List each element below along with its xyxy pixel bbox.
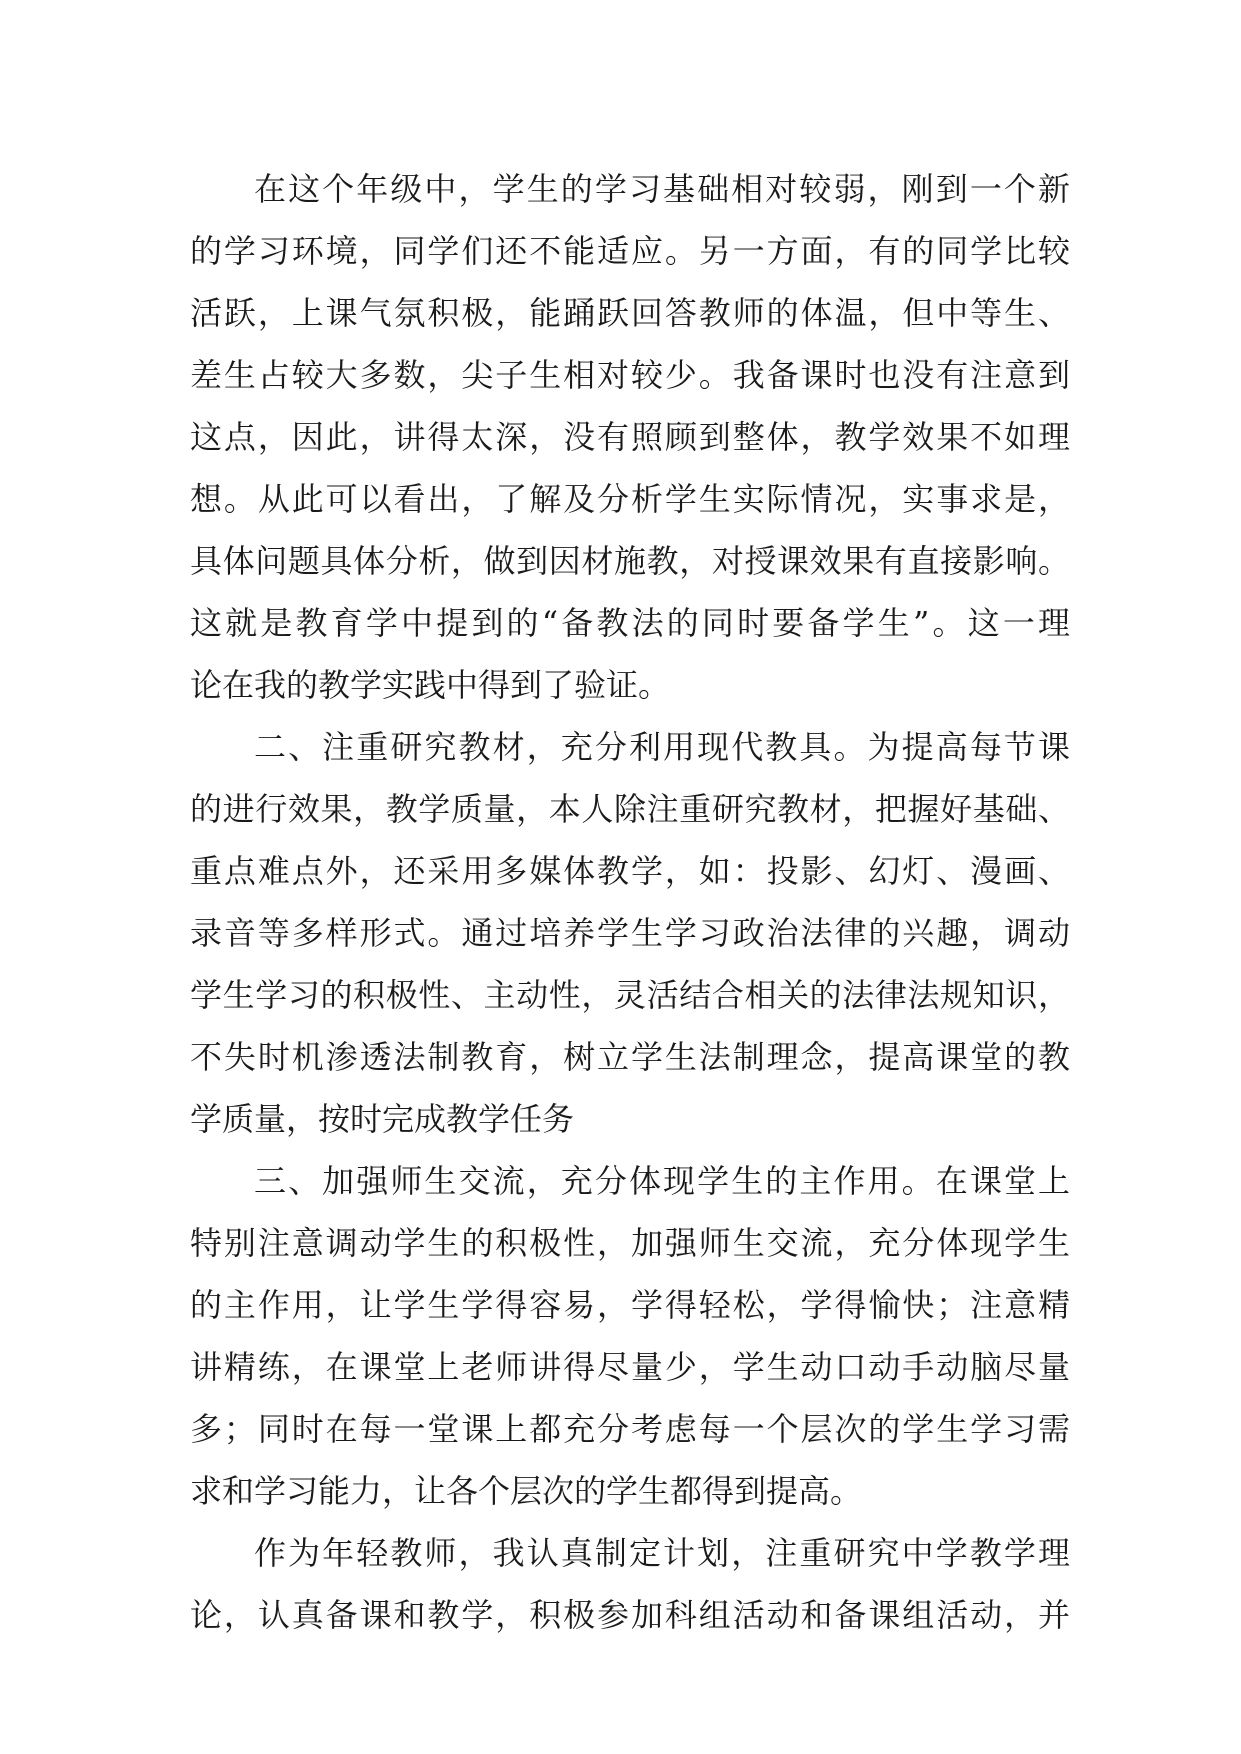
text-line: 具体问题具体分析，做到因材施教，对授课效果有直接影响。 xyxy=(190,542,1070,580)
text-line: 多；同时在每一堂课上都充分考虑每一个层次的学生学习需 xyxy=(190,1410,1070,1448)
text-line: 的学习环境，同学们还不能适应。另一方面，有的同学比较 xyxy=(190,232,1070,270)
text-line: 特别注意调动学生的积极性，加强师生交流，充分体现学生 xyxy=(190,1224,1070,1262)
text-line: 学生学习的积极性、主动性，灵活结合相关的法律法规知识， xyxy=(190,976,1070,1014)
paragraph-teacher-student-exchange xyxy=(190,1150,1070,1522)
text-line: 的进行效果，教学质量，本人除注重研究教材，把握好基础、 xyxy=(190,790,1070,828)
paragraph-student-analysis xyxy=(190,158,1070,716)
text-line: 讲精练，在课堂上老师讲得尽量少，学生动口动手动脑尽量 xyxy=(190,1348,1070,1386)
text-line: 二、注重研究教材，充分利用现代教具。为提高每节课 xyxy=(254,728,1070,766)
text-line: 这点，因此，讲得太深，没有照顾到整体，教学效果不如理 xyxy=(190,418,1070,456)
text-line: 活跃，上课气氛积极，能踊跃回答教师的体温，但中等生、 xyxy=(190,294,1070,332)
text-line: 论在我的教学实践中得到了验证。 xyxy=(190,666,671,704)
text-line: 作为年轻教师，我认真制定计划，注重研究中学教学理 xyxy=(254,1534,1070,1572)
text-line: 这就是教育学中提到的“备教法的同时要备学生”。这一理 xyxy=(190,604,1070,642)
text-line: 录音等多样形式。通过培养学生学习政治法律的兴趣，调动 xyxy=(190,914,1070,952)
text-line: 差生占较大多数，尖子生相对较少。我备课时也没有注意到 xyxy=(190,356,1070,394)
text-line: 不失时机渗透法制教育，树立学生法制理念，提高课堂的教 xyxy=(190,1038,1070,1076)
document-body xyxy=(190,158,1070,1646)
text-line: 学质量，按时完成教学任务 xyxy=(190,1100,575,1138)
paragraph-young-teacher xyxy=(190,1522,1070,1646)
text-line: 论，认真备课和教学，积极参加科组活动和备课组活动，并 xyxy=(190,1596,1070,1634)
text-line: 在这个年级中，学生的学习基础相对较弱，刚到一个新 xyxy=(254,170,1070,208)
text-line: 求和学习能力，让各个层次的学生都得到提高。 xyxy=(190,1472,863,1510)
text-line: 想。从此可以看出，了解及分析学生实际情况，实事求是， xyxy=(190,480,1070,518)
text-line: 三、加强师生交流，充分体现学生的主作用。在课堂上 xyxy=(254,1162,1070,1200)
text-line: 重点难点外，还采用多媒体教学，如：投影、幻灯、漫画、 xyxy=(190,852,1070,890)
text-line: 的主作用，让学生学得容易，学得轻松，学得愉快；注意精 xyxy=(190,1286,1070,1324)
paragraph-teaching-materials xyxy=(190,716,1070,1150)
